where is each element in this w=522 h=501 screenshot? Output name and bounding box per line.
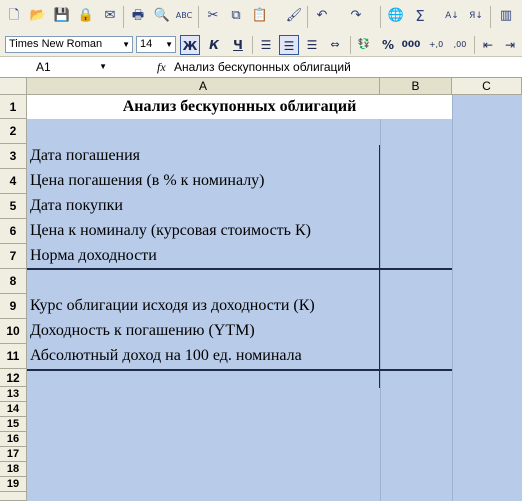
row-header[interactable]: 13 <box>0 387 27 402</box>
cell-border-vertical <box>379 145 380 388</box>
autosum-icon[interactable]: Σ <box>415 7 425 25</box>
row-header[interactable]: 9 <box>0 294 27 319</box>
toolbar-separator <box>307 6 308 28</box>
undo-icon[interactable]: ↶ <box>316 8 328 23</box>
row-header[interactable]: 7 <box>0 244 27 269</box>
font-size-select[interactable] <box>136 36 176 53</box>
standard-toolbar <box>0 0 522 35</box>
column-header-a[interactable]: A <box>27 78 380 95</box>
cell-a6[interactable]: Цена к номиналу (курсовая стоимость К) <box>30 222 311 239</box>
toolbar-separator <box>252 36 253 54</box>
column-header-c[interactable]: C <box>452 78 522 95</box>
column-header-b[interactable]: B <box>380 78 452 95</box>
redo-icon[interactable]: ↷ <box>350 8 362 23</box>
toolbar-separator <box>123 6 124 28</box>
thousands-separator-button[interactable]: 000 <box>401 40 421 50</box>
row-header[interactable]: 2 <box>0 119 27 144</box>
chevron-down-icon: ▼ <box>122 40 130 49</box>
toolbar-separator <box>380 6 381 28</box>
formatting-toolbar <box>0 34 522 57</box>
decrease-indent-icon[interactable]: ⇤ <box>482 38 494 52</box>
percent-button[interactable]: % <box>381 38 395 52</box>
function-icon[interactable]: fx <box>157 60 166 74</box>
formula-bar <box>0 57 522 78</box>
cell-reference: A1 <box>36 60 51 74</box>
row-header[interactable]: 14 <box>0 402 27 417</box>
merge-center-icon[interactable]: ⇔ <box>330 38 340 51</box>
hyperlink-icon[interactable]: 🌐 <box>387 8 405 23</box>
chevron-down-icon: ▼ <box>165 40 173 49</box>
print-preview-icon[interactable]: 🔍 <box>153 8 171 23</box>
cell-a10[interactable]: Доходность к погашению (YTM) <box>30 322 255 339</box>
copy-icon[interactable]: ⧉ <box>231 8 241 23</box>
paste-icon[interactable]: 📋 <box>251 8 269 23</box>
bold-button[interactable]: Ж <box>180 35 200 55</box>
permission-icon[interactable]: 🔒 <box>77 8 95 23</box>
row-header[interactable] <box>0 492 27 501</box>
row-header[interactable]: 18 <box>0 462 27 477</box>
cell-a1-title[interactable]: Анализ бескупонных облигаций <box>27 95 452 119</box>
row-header[interactable]: 1 <box>0 95 27 119</box>
new-file-icon[interactable]: 🗋 <box>8 8 20 23</box>
cell-a11[interactable]: Абсолютный доход на 100 ед. номинала <box>30 347 302 364</box>
align-left-icon[interactable]: ☰ <box>260 38 272 52</box>
cell-border-horizontal <box>27 369 452 371</box>
row-header[interactable]: 6 <box>0 219 27 244</box>
row-header[interactable]: 19 <box>0 477 27 492</box>
format-painter-icon[interactable]: 🖌 <box>285 8 303 23</box>
cell-a4[interactable]: Цена погашения (в % к номиналу) <box>30 172 265 189</box>
row-header[interactable]: 3 <box>0 144 27 169</box>
cut-icon[interactable]: ✂ <box>207 8 219 23</box>
sort-descending-icon[interactable]: Я↓ <box>469 11 483 21</box>
row-header[interactable]: 17 <box>0 447 27 462</box>
row-header[interactable]: 15 <box>0 417 27 432</box>
open-icon[interactable]: 📂 <box>29 8 47 23</box>
row-header[interactable]: 12 <box>0 369 27 387</box>
font-name-value: Times New Roman <box>9 38 103 50</box>
chevron-down-icon: ▼ <box>99 62 107 71</box>
font-size-value: 14 <box>140 38 153 50</box>
chart-wizard-icon[interactable]: ▥ <box>499 8 513 23</box>
align-right-icon[interactable]: ☰ <box>306 38 318 52</box>
cell-border-horizontal <box>27 268 452 270</box>
decrease-decimal-button[interactable]: ,00 <box>453 40 467 49</box>
cell-a9[interactable]: Курс облигации исходя из доходности (К) <box>30 297 315 314</box>
save-icon[interactable]: 💾 <box>53 8 71 23</box>
toolbar-separator <box>198 6 199 28</box>
print-icon[interactable]: 🖶 <box>131 8 145 23</box>
email-icon[interactable]: ✉ <box>104 8 116 23</box>
cell-a7[interactable]: Норма доходности <box>30 247 157 264</box>
toolbar-separator <box>350 36 351 54</box>
toolbar-separator <box>490 6 491 28</box>
row-header[interactable]: 4 <box>0 169 27 194</box>
toolbar-separator <box>474 36 475 54</box>
row-header[interactable]: 16 <box>0 432 27 447</box>
row-header[interactable]: 10 <box>0 319 27 344</box>
cell-a5[interactable]: Дата покупки <box>30 197 123 214</box>
row-header[interactable]: 11 <box>0 344 27 369</box>
formula-input[interactable]: Анализ бескупонных облигаций <box>174 60 351 74</box>
cell-a3[interactable]: Дата погашения <box>30 147 141 164</box>
row-header[interactable]: 8 <box>0 269 27 294</box>
sort-ascending-icon[interactable]: A↓ <box>445 11 459 21</box>
increase-decimal-button[interactable]: +,0 <box>428 40 444 49</box>
row-header[interactable]: 5 <box>0 194 27 219</box>
currency-icon[interactable]: 💱 <box>357 39 371 50</box>
select-all-corner[interactable] <box>0 78 27 95</box>
align-center-icon[interactable]: ☰ <box>279 35 299 55</box>
increase-indent-icon[interactable]: ⇥ <box>504 38 516 52</box>
underline-button[interactable]: Ч <box>233 38 243 52</box>
spelling-icon[interactable]: ABC <box>175 11 193 20</box>
italic-button[interactable]: К <box>209 38 219 52</box>
name-box[interactable] <box>0 58 115 76</box>
font-name-select[interactable] <box>5 36 133 53</box>
